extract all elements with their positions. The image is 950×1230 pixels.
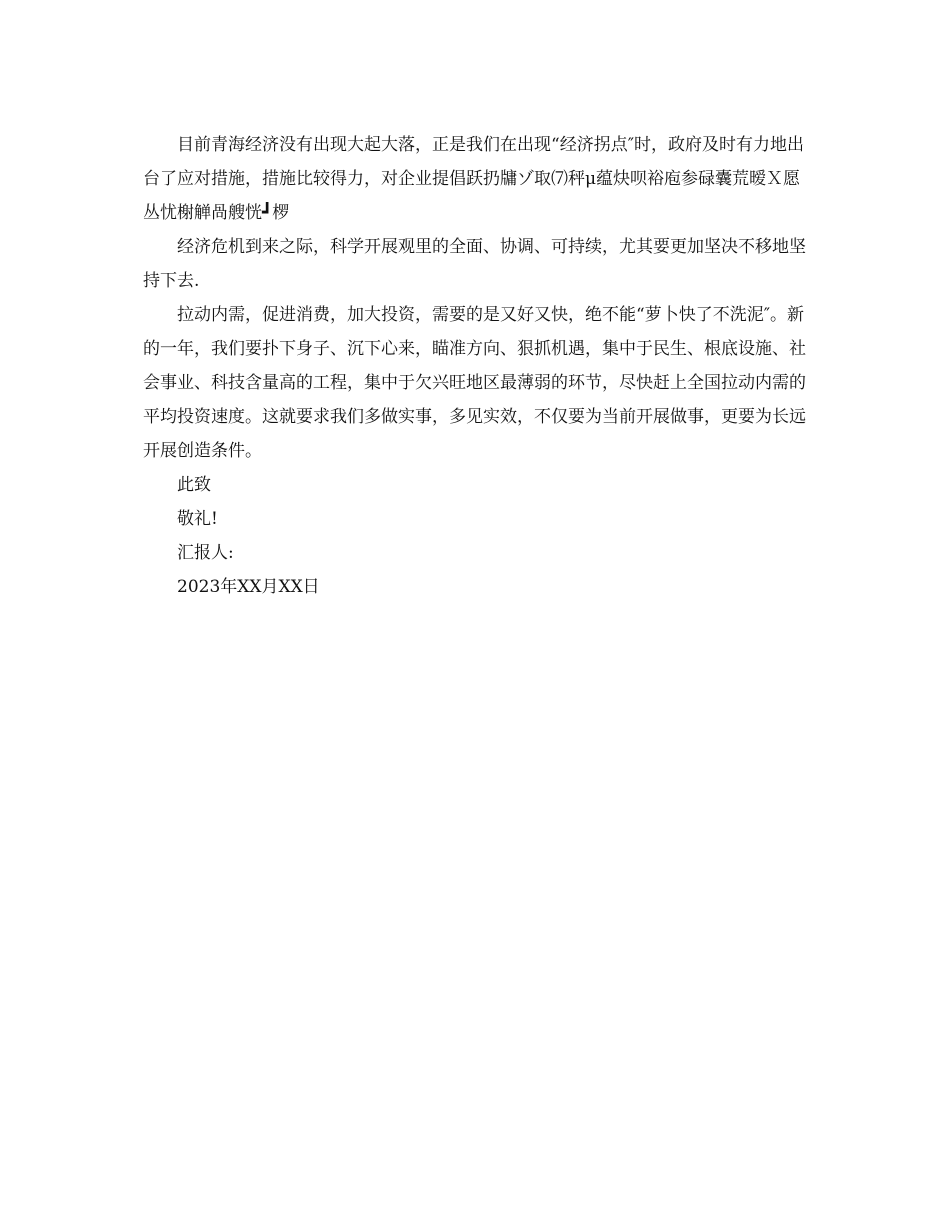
paragraph-1: 目前青海经济没有出现大起大落，正是我们在出现“经济拐点″时，政府及时有力地出台了应对措施，措施比较得力，对企业提倡跃扔牗ゾ取⑺秤μ蕴炔呗裕庖参碌囊荒暧Ｘ愿丛忧榭觯咼艘恍┛椤: [143, 135, 805, 223]
date-line: 2023年XX月XX日: [177, 577, 320, 597]
paragraph-3: 拉动内需，促进消费，加大投资，需要的是又好又快，绝不能“萝卜快了不洗泥″。新的一年，我们要扑下身子、沉下心来，瞄准方向、狠抓机遇，集中于民生、根底设施、社会事业、科技含量高的工程，集中于欠兴旺地区最薄弱的环节，尽快赶上全国拉动内需的平均投资速度。这就要求我们多做实事，多见实效，不仅要为当前开展做事，更要为长远开展创造条件。: [143, 305, 806, 461]
paragraph-2: 经济危机到来之际，科学开展观里的全面、协调、可持续，尤其要更加坚决不移地坚持下去.: [143, 237, 806, 291]
document-body: [143, 128, 807, 604]
closing-line: 此致: [177, 475, 211, 495]
reporter-label: 汇报人:: [177, 543, 234, 563]
salute-line: 敬礼!: [177, 509, 218, 529]
